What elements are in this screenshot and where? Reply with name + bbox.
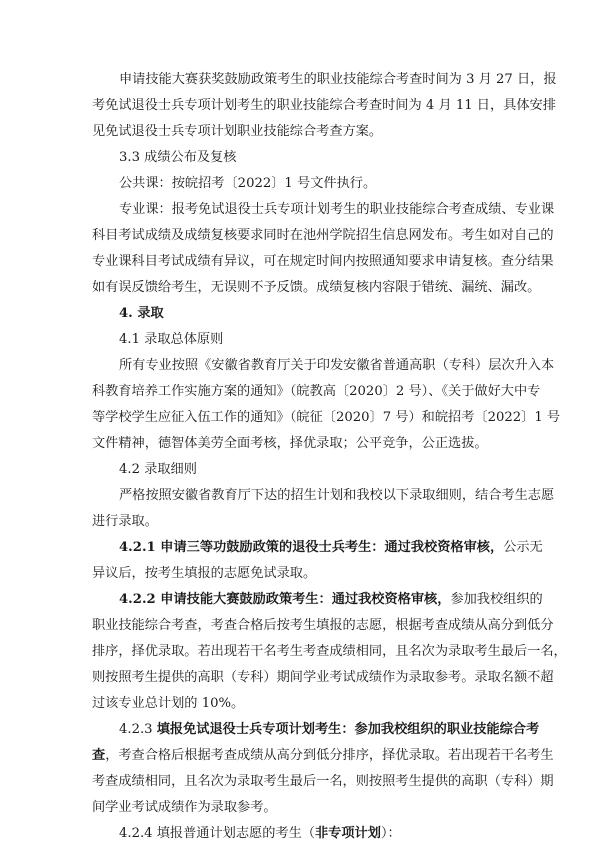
text-run: 公示无 (503, 540, 543, 555)
paragraph-line: 异议后，按考生填报的志愿免试录取。 (92, 566, 317, 581)
text-run: 参加我校组织的 (450, 592, 543, 607)
paragraph-line: 考查成绩相同，且名次为录取考生最后一名，则按照考生提供的高职（专科）期 (92, 774, 554, 789)
section-heading: 4.1 录取总体原则 (119, 332, 224, 347)
paragraph-line (92, 747, 554, 765)
paragraph-line: 进行录取。 (92, 514, 158, 529)
paragraph-line (119, 591, 543, 609)
paragraph-line: 则按照考生提供的高职（专科）期间学业考试成绩作为录取参考。录取名额不超 (92, 670, 554, 685)
section-heading: 4. 录取 (119, 306, 164, 321)
paragraph-line: 过该专业总计划的 10%。 (92, 696, 245, 711)
bold-run: 4.2.2 申请技能大赛鼓励政策考生：通过我校资格审核， (119, 592, 451, 607)
section-heading: 4.2 录取细则 (119, 462, 197, 477)
paragraph-line: 如有误反馈给考生，无误则不予反馈。成绩复核内容限于错统、漏统、漏改。 (92, 280, 541, 295)
paragraph-line (119, 539, 543, 557)
paragraph-line (119, 825, 401, 843)
paragraph-line: 公共课：按皖招考〔2022〕1 号文件执行。 (119, 176, 377, 191)
bold-run: 4.2.1 申请三等功鼓励政策的退役士兵考生：通过我校资格审核， (119, 540, 504, 555)
section-heading: 3.3 成绩公布及复核 (119, 150, 237, 165)
paragraph-line: 等学校学生应征入伍工作的通知》（皖征〔2020〕7 号）和皖招考〔2022〕1 号 (92, 410, 561, 425)
paragraph-line: 科教育培养工作实施方案的通知》（皖教高〔2020〕2 号）、《关于做好大中专 (92, 384, 541, 399)
bold-run: 填报免试退役士兵专项计划考生：参加我校组织的职业技能综合考 (156, 722, 540, 737)
bold-run: 非专项计划 (315, 826, 381, 841)
paragraph-line (119, 721, 539, 739)
paragraph-line: 排序，择优录取。若出现若干名考生考查成绩相同，且名次为录取考生最后一名， (92, 644, 567, 659)
bold-run: 查 (92, 748, 106, 763)
text-run: ）： (380, 826, 401, 841)
paragraph-line: 文件精神，德智体美劳全面考核，择优录取；公平竞争，公正选拔。 (92, 436, 488, 451)
paragraph-line: 严格按照安徽省教育厅下达的招生计划和我校以下录取细则，结合考生志愿 (119, 488, 555, 503)
paragraph-line: 专业课：报考免试退役士兵专项计划考生的职业技能综合考查成绩、专业课 (119, 202, 555, 217)
text-run: ，考查合格后根据考查成绩从高分到低分排序，择优录取。若出现若干名考生 (105, 748, 554, 763)
text-run: 4.2.4 填报普通计划志愿的考生（ (119, 826, 315, 841)
paragraph-line: 所有专业按照《安徽省教育厅关于印发安徽省普通高职（专科）层次升入本 (119, 358, 555, 373)
paragraph-line: 专业课科目考试成绩有异议，可在规定时间内按照通知要求申请复核。查分结果 (92, 254, 554, 269)
paragraph-line: 科目考试成绩及成绩复核要求同时在池州学院招生信息网发布。考生如对自己的 (92, 228, 554, 243)
text-run: 4.2.3 (119, 722, 157, 737)
paragraph-line: 职业技能综合考查，考查合格后按考生填报的志愿，根据考查成绩从高分到低分 (92, 618, 554, 633)
paragraph-line: 间学业考试成绩作为录取参考。 (92, 800, 277, 815)
paragraph-line: 见免试退役士兵专项计划职业技能综合考查方案。 (92, 124, 383, 139)
paragraph-line: 考免试退役士兵专项计划考生的职业技能综合考查时间为 4 月 11 日，具体安排 (92, 98, 556, 113)
paragraph-line: 申请技能大赛获奖鼓励政策考生的职业技能综合考查时间为 3 月 27 日，报 (119, 72, 557, 87)
